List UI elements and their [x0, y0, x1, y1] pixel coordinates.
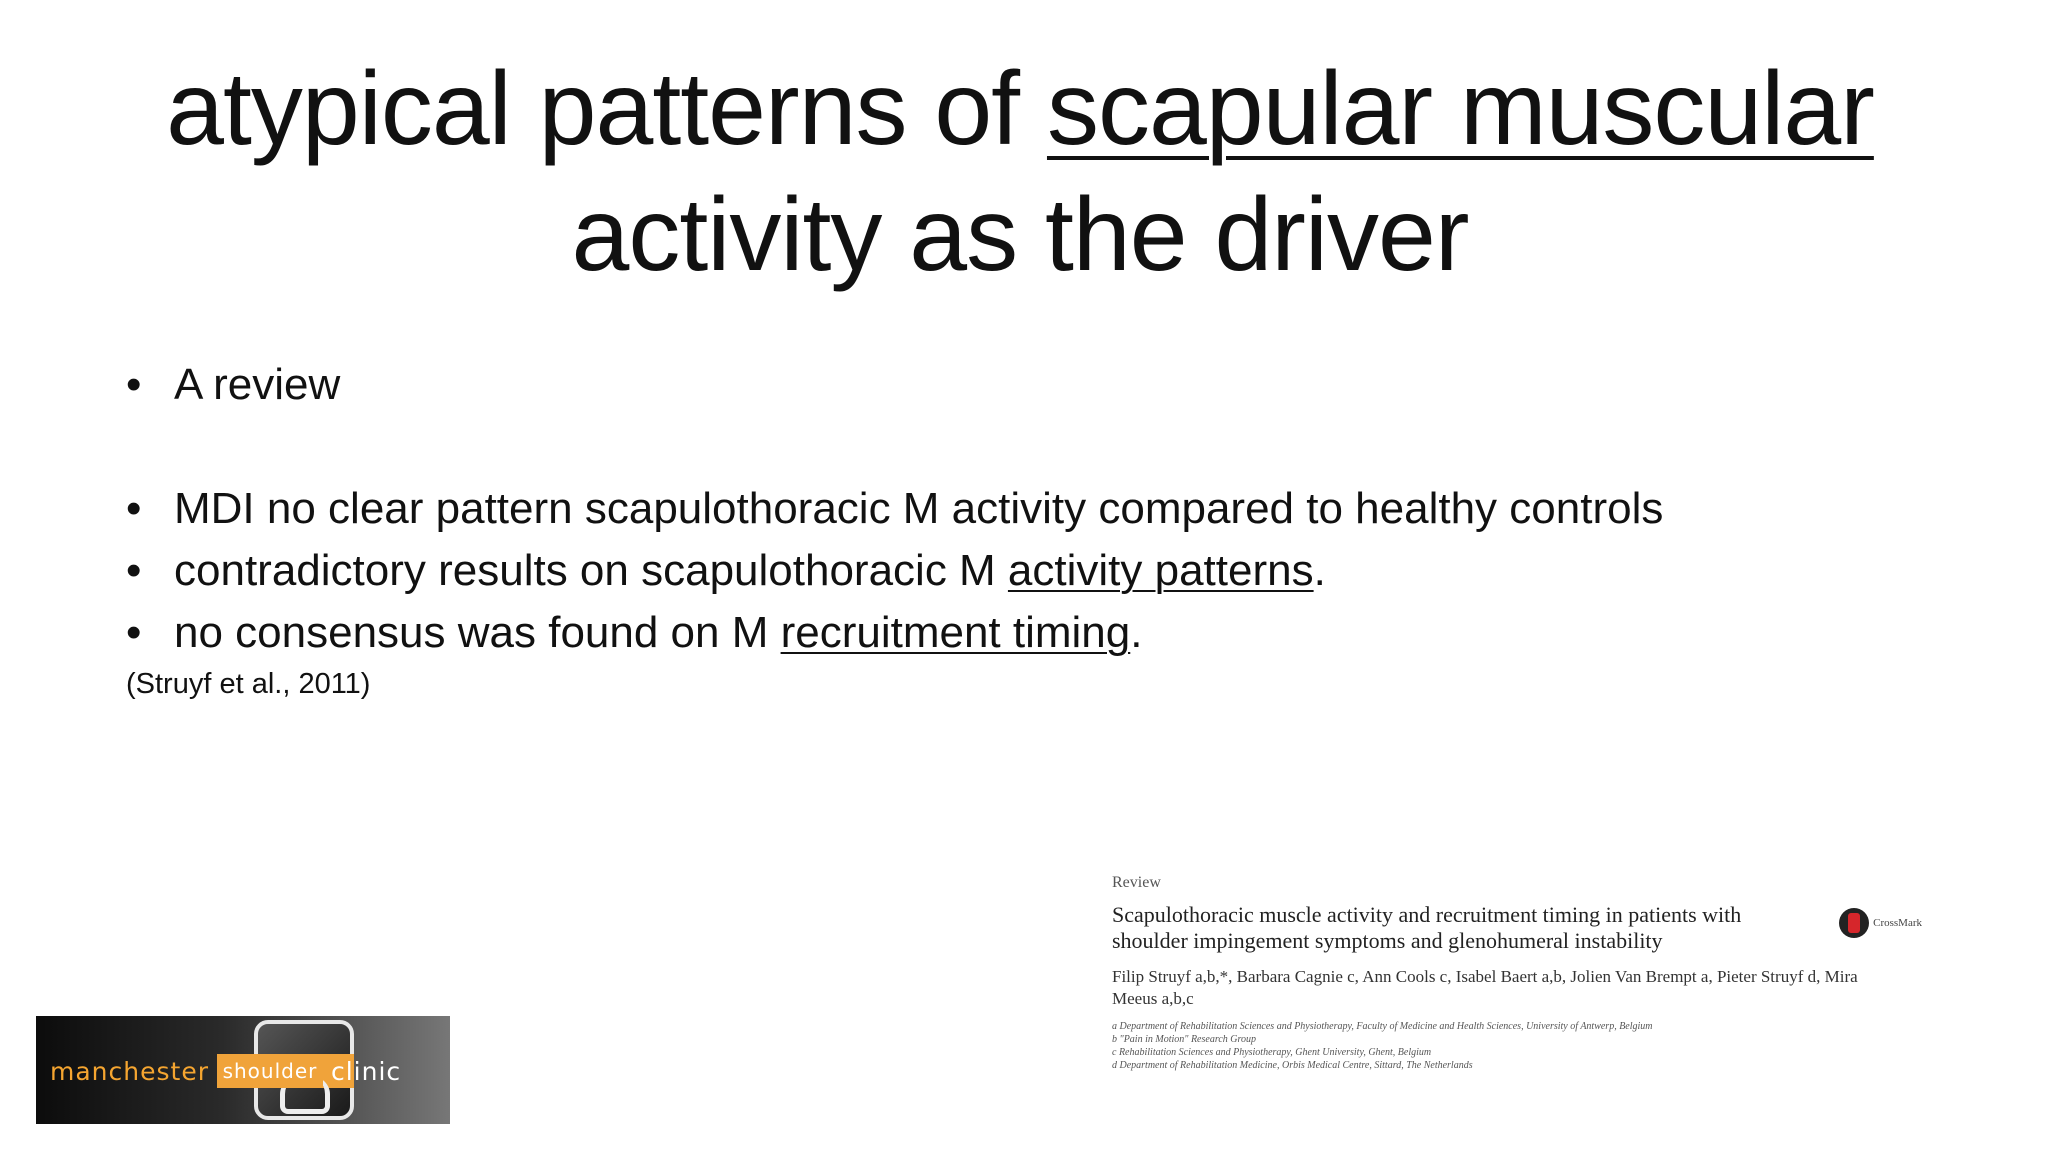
logo-word-manchester: manchester: [50, 1056, 209, 1086]
citation: (Struyf et al., 2011): [126, 668, 371, 700]
slide-title: [100, 46, 1940, 298]
bullet-text: no consensus was found on M: [174, 608, 781, 657]
bullet-item: [126, 602, 1663, 664]
affiliation-line: b "Pain in Motion" Research Group: [1112, 1034, 1257, 1045]
affiliation-line: c Rehabilitation Sciences and Physiotherapy, Ghent University, Ghent, Belgium: [1112, 1047, 1432, 1058]
crossmark-icon: [1839, 908, 1869, 938]
paper-authors: Filip Struyf a,b,*, Barbara Cagnie c, Ann Cools c, Isabel Baert a,b, Jolien Van Brempt a, Pieter Struyf d, Mira Meeus a,b,c: [1112, 967, 1858, 1008]
logo-word-clinic: clinic: [330, 1056, 402, 1086]
bullet-list: [126, 354, 1663, 664]
bullet-text: MDI no clear pattern scapulothoracic M activity compared to healthy controls: [174, 484, 1664, 533]
affiliation-line: d Department of Rehabilitation Medicine, Orbis Medical Centre, Sittard, The Netherlands: [1112, 1060, 1473, 1071]
bullet-underlined-text: activity patterns: [1007, 546, 1314, 595]
bullet-item: [126, 540, 1663, 602]
bullet-item: [126, 354, 1663, 416]
bullet-text-end: .: [1130, 608, 1143, 657]
bullet-text-end: .: [1313, 546, 1326, 595]
bullet-text: A review: [174, 360, 341, 409]
crossmark-badge: [1839, 908, 1922, 938]
logo-text: [36, 1054, 450, 1088]
title-line2: activity as the driver: [571, 177, 1469, 293]
paper-affiliations: [1112, 1020, 1922, 1072]
title-line1-prefix: atypical patterns of: [166, 51, 1047, 167]
affiliation-line: a Department of Rehabilitation Sciences and Physiotherapy, Faculty of Medicine and Health Sciences, University of Antwerp, Belgium: [1112, 1021, 1653, 1032]
bullet-item: [126, 478, 1663, 540]
manchester-shoulder-clinic-logo: [36, 1016, 450, 1124]
logo-word-shoulder: shoulder: [217, 1054, 323, 1088]
paper-kind: Review: [1112, 874, 1161, 891]
bullet-underlined-text: recruitment timing: [780, 608, 1131, 657]
paper-excerpt-image: [1112, 874, 1922, 1072]
crossmark-label: CrossMark: [1873, 917, 1922, 929]
bullet-text: contradictory results on scapulothoracic M: [174, 546, 1008, 595]
paper-title: Scapulothoracic muscle activity and recruitment timing in patients with shoulder impingement symptoms and glenohumeral instability: [1112, 902, 1742, 953]
title-underlined-phrase: scapular muscular: [1046, 51, 1874, 167]
